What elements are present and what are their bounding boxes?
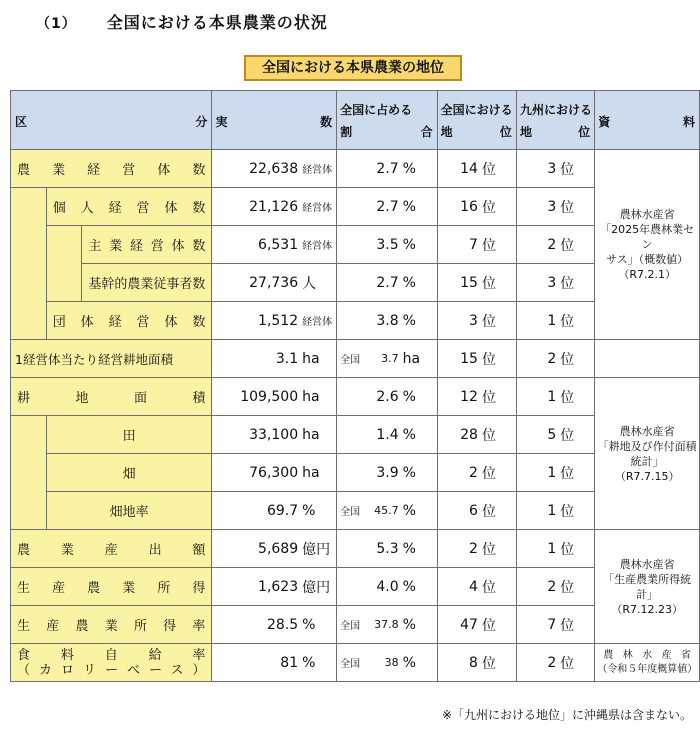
national-rank-value: 15 <box>460 274 478 291</box>
share-unit: % <box>402 236 416 253</box>
source-land <box>595 378 700 530</box>
actual-value: 3.1 <box>275 350 299 367</box>
actual-value: 1,512 <box>258 312 299 329</box>
row-label: 主業経営体数 <box>82 226 212 264</box>
actual-cell <box>212 530 337 568</box>
source-line: 農林水産省 <box>619 208 675 221</box>
share-cell <box>337 416 438 454</box>
national-rank-cell <box>437 150 516 188</box>
share-value: 2.6 <box>376 388 399 405</box>
kyushu-rank-value: 1 <box>547 502 557 519</box>
rank-unit: 位 <box>560 427 575 444</box>
share-prefix: 全国 <box>340 355 361 366</box>
indent-cell <box>11 188 47 340</box>
actual-value: 33,100 <box>249 426 299 443</box>
share-value: 1.4 <box>376 426 399 443</box>
header-source-left: 資 <box>598 115 611 129</box>
kyushu-rank-cell <box>516 416 594 454</box>
actual-unit: ha <box>302 350 320 367</box>
footnote: ※「九州における地位」に沖縄県は含まない。 <box>441 708 692 722</box>
row-label: 耕地面積 <box>11 378 212 416</box>
share-cell <box>337 188 438 226</box>
table-row <box>11 644 700 682</box>
national-rank-cell <box>437 492 516 530</box>
rank-unit: 位 <box>560 579 575 596</box>
share-value: 45.7 <box>374 504 399 517</box>
kyushu-rank-cell <box>516 492 594 530</box>
source-line: （R7.7.15） <box>614 469 680 483</box>
table-title: 全国における本県農業の地位 <box>244 55 462 81</box>
kyushu-rank-value: 1 <box>547 388 557 405</box>
national-rank-value: 3 <box>469 312 478 329</box>
kyushu-rank-value: 2 <box>547 350 557 367</box>
kyushu-rank-value: 2 <box>547 654 557 671</box>
share-value: 4.0 <box>376 578 399 595</box>
national-rank-value: 14 <box>460 160 478 177</box>
kyushu-rank-cell <box>516 340 594 378</box>
row-label: 農業産出額 <box>11 530 212 568</box>
actual-cell <box>212 340 337 378</box>
rank-unit: 位 <box>481 503 496 520</box>
header-actual-right: 数 <box>320 115 333 129</box>
source-line: （R7.2.1） <box>618 268 676 281</box>
actual-value: 81 <box>280 654 299 671</box>
share-unit: % <box>402 388 416 405</box>
actual-cell <box>212 264 337 302</box>
kyushu-rank-cell <box>516 454 594 492</box>
header-kyushu-line1: 九州における <box>519 103 592 117</box>
row-label: 畑地率 <box>46 492 212 530</box>
source-line: 農林水産省 <box>619 424 675 438</box>
national-rank-value: 2 <box>469 540 478 557</box>
source-line: （R7.12.23） <box>611 602 683 616</box>
national-rank-cell <box>437 606 516 644</box>
rank-unit: 位 <box>560 503 575 520</box>
share-cell <box>337 264 438 302</box>
header-actual-left: 実 <box>215 115 228 129</box>
header-category <box>11 91 212 150</box>
share-prefix: 全国 <box>340 507 361 518</box>
table-row <box>11 378 700 416</box>
actual-value: 1,623 <box>258 578 299 595</box>
kyushu-rank-cell <box>516 150 594 188</box>
share-unit: % <box>402 198 416 215</box>
rank-unit: 位 <box>481 427 496 444</box>
actual-value: 21,126 <box>249 198 299 215</box>
national-rank-cell <box>437 530 516 568</box>
table-row <box>11 530 700 568</box>
source-line: 統計」 <box>630 454 664 468</box>
header-kyushu-left: 地 <box>519 125 532 139</box>
kyushu-rank-cell <box>516 226 594 264</box>
share-cell <box>337 568 438 606</box>
row-label: 田 <box>46 416 212 454</box>
share-cell <box>337 492 438 530</box>
national-rank-value: 12 <box>460 388 478 405</box>
header-kyushu-rank <box>516 91 594 150</box>
actual-value: 6,531 <box>258 236 299 253</box>
share-unit: % <box>402 464 416 481</box>
share-prefix: 全国 <box>340 621 361 632</box>
national-rank-cell <box>437 644 516 682</box>
share-value: 3.9 <box>376 464 399 481</box>
page-heading <box>36 10 328 33</box>
rank-unit: 位 <box>481 541 496 558</box>
share-value: 2.7 <box>376 160 399 177</box>
rank-unit: 位 <box>560 465 575 482</box>
share-value: 3.8 <box>376 312 399 329</box>
share-cell <box>337 454 438 492</box>
national-rank-cell <box>437 378 516 416</box>
national-rank-value: 47 <box>460 616 478 633</box>
share-cell <box>337 378 438 416</box>
actual-unit: ha <box>302 388 320 405</box>
kyushu-rank-value: 2 <box>547 236 557 253</box>
share-unit: % <box>402 578 416 595</box>
agriculture-status-table <box>10 90 700 682</box>
national-rank-cell <box>437 264 516 302</box>
share-value: 37.8 <box>374 618 399 631</box>
actual-value: 27,736 <box>249 274 299 291</box>
kyushu-rank-cell <box>516 606 594 644</box>
kyushu-rank-value: 2 <box>547 578 557 595</box>
source-empty <box>595 340 700 378</box>
share-unit: ha <box>402 350 421 367</box>
actual-unit: % <box>302 616 316 633</box>
actual-unit: 億円 <box>302 541 331 558</box>
kyushu-rank-cell <box>516 378 594 416</box>
national-rank-value: 4 <box>469 578 478 595</box>
source-line: 「耕地及び作付面積 <box>597 439 697 453</box>
actual-cell <box>212 302 337 340</box>
share-cell <box>337 150 438 188</box>
kyushu-rank-value: 1 <box>547 464 557 481</box>
rank-unit: 位 <box>560 389 575 406</box>
share-value: 3.5 <box>376 236 399 253</box>
heading-text: 全国における本県農業の状況 <box>106 13 328 32</box>
actual-unit: 人 <box>302 275 317 292</box>
actual-cell <box>212 188 337 226</box>
national-rank-value: 2 <box>469 464 478 481</box>
rank-unit: 位 <box>560 199 575 216</box>
header-category-left: 区 <box>15 115 28 129</box>
share-value: 5.3 <box>376 540 399 557</box>
rank-unit: 位 <box>481 199 496 216</box>
header-national-right: 位 <box>499 125 512 139</box>
share-unit: % <box>402 654 416 671</box>
share-prefix: 全国 <box>340 659 361 670</box>
rank-unit: 位 <box>481 161 496 178</box>
kyushu-rank-value: 7 <box>547 616 557 633</box>
header-share-right: 合 <box>420 125 433 139</box>
share-cell <box>337 226 438 264</box>
share-value: 38 <box>384 656 399 669</box>
share-cell <box>337 644 438 682</box>
national-rank-cell <box>437 416 516 454</box>
rank-unit: 位 <box>560 237 575 254</box>
actual-unit: 経営体 <box>302 165 333 176</box>
kyushu-rank-cell <box>516 568 594 606</box>
actual-cell <box>212 378 337 416</box>
rank-unit: 位 <box>481 275 496 292</box>
share-value: 2.7 <box>376 274 399 291</box>
rank-unit: 位 <box>481 237 496 254</box>
share-value: 2.7 <box>376 198 399 215</box>
kyushu-rank-cell <box>516 188 594 226</box>
share-cell <box>337 340 438 378</box>
national-rank-value: 6 <box>469 502 478 519</box>
source-line: （令和５年度概算値） <box>597 663 698 675</box>
row-label-food <box>11 644 212 682</box>
rank-unit: 位 <box>560 541 575 558</box>
actual-cell <box>212 454 337 492</box>
source-line: 計」 <box>636 587 659 601</box>
row-label: 畑 <box>46 454 212 492</box>
kyushu-rank-value: 3 <box>547 198 557 215</box>
header-national-rank <box>437 91 516 150</box>
row-label: 1経営体当たり経営耕地面積 <box>11 340 212 378</box>
actual-unit: ha <box>302 464 320 481</box>
source-line: サス」（概数値） <box>606 253 689 266</box>
actual-unit: % <box>302 654 316 671</box>
row-label-sub: （カロリーベース） <box>17 662 206 678</box>
header-kyushu-right: 位 <box>578 125 591 139</box>
rank-unit: 位 <box>560 655 575 672</box>
source-line: 農林水産省 <box>619 557 675 571</box>
header-source <box>595 91 700 150</box>
share-cell <box>337 530 438 568</box>
kyushu-rank-cell <box>516 644 594 682</box>
actual-unit: 億円 <box>302 579 331 596</box>
rank-unit: 位 <box>481 655 496 672</box>
indent-cell <box>46 226 82 302</box>
table-row <box>11 340 700 378</box>
rank-unit: 位 <box>560 617 575 634</box>
national-rank-cell <box>437 340 516 378</box>
source-food <box>595 644 700 682</box>
header-share <box>337 91 438 150</box>
header-share-left: 割 <box>340 125 353 139</box>
share-unit: % <box>402 616 416 633</box>
actual-value: 22,638 <box>249 160 299 177</box>
header-national-line1: 全国における <box>440 103 513 117</box>
national-rank-cell <box>437 226 516 264</box>
header-national-left: 地 <box>440 125 453 139</box>
national-rank-cell <box>437 302 516 340</box>
row-label: 食料自給率 <box>17 647 206 663</box>
actual-unit: 経営体 <box>302 241 333 252</box>
actual-unit: 経営体 <box>302 317 333 328</box>
source-income <box>595 530 700 644</box>
kyushu-rank-value: 1 <box>547 312 557 329</box>
source-line: 農林水産省 <box>603 649 691 661</box>
actual-value: 69.7 <box>266 502 299 519</box>
header-row <box>11 91 700 150</box>
share-unit: % <box>402 502 416 519</box>
share-cell <box>337 606 438 644</box>
indent-cell <box>11 416 47 530</box>
actual-cell <box>212 492 337 530</box>
national-rank-value: 8 <box>469 654 478 671</box>
header-category-right: 分 <box>195 115 208 129</box>
actual-value: 5,689 <box>258 540 299 557</box>
rank-unit: 位 <box>560 351 575 368</box>
header-source-right: 料 <box>682 115 695 129</box>
table-row <box>11 150 700 188</box>
actual-cell <box>212 644 337 682</box>
heading-number: （1） <box>36 16 77 32</box>
actual-cell <box>212 416 337 454</box>
actual-unit: % <box>302 502 316 519</box>
actual-value: 109,500 <box>240 388 299 405</box>
rank-unit: 位 <box>560 275 575 292</box>
national-rank-value: 15 <box>460 350 478 367</box>
kyushu-rank-cell <box>516 530 594 568</box>
share-value: 3.7 <box>381 352 399 365</box>
rank-unit: 位 <box>560 161 575 178</box>
rank-unit: 位 <box>560 313 575 330</box>
row-label: 生産農業所得率 <box>11 606 212 644</box>
rank-unit: 位 <box>481 617 496 634</box>
kyushu-rank-value: 3 <box>547 160 557 177</box>
kyushu-rank-value: 1 <box>547 540 557 557</box>
actual-cell <box>212 606 337 644</box>
kyushu-rank-value: 3 <box>547 274 557 291</box>
header-share-line1: 全国に占める <box>340 103 413 117</box>
actual-cell <box>212 568 337 606</box>
kyushu-rank-cell <box>516 264 594 302</box>
source-line: 「2025年農林業セン <box>600 223 695 251</box>
share-unit: % <box>402 426 416 443</box>
row-label: 団体経営体数 <box>46 302 212 340</box>
share-unit: % <box>402 312 416 329</box>
share-cell <box>337 302 438 340</box>
actual-value: 76,300 <box>249 464 299 481</box>
actual-unit: 経営体 <box>302 203 333 214</box>
national-rank-cell <box>437 568 516 606</box>
row-label: 生産農業所得 <box>11 568 212 606</box>
share-unit: % <box>402 160 416 177</box>
national-rank-value: 28 <box>460 426 478 443</box>
rank-unit: 位 <box>481 579 496 596</box>
kyushu-rank-value: 5 <box>547 426 557 443</box>
header-actual <box>212 91 337 150</box>
actual-cell <box>212 150 337 188</box>
actual-unit: ha <box>302 426 320 443</box>
row-label: 個人経営体数 <box>46 188 212 226</box>
actual-value: 28.5 <box>266 616 299 633</box>
rank-unit: 位 <box>481 351 496 368</box>
national-rank-value: 16 <box>460 198 478 215</box>
share-unit: % <box>402 274 416 291</box>
national-rank-value: 7 <box>469 236 478 253</box>
rank-unit: 位 <box>481 465 496 482</box>
rank-unit: 位 <box>481 313 496 330</box>
rank-unit: 位 <box>481 389 496 406</box>
kyushu-rank-cell <box>516 302 594 340</box>
source-census <box>595 150 700 340</box>
actual-cell <box>212 226 337 264</box>
row-label: 基幹的農業従事者数 <box>82 264 212 302</box>
source-line: 「生産農業所得統 <box>603 572 692 586</box>
national-rank-cell <box>437 188 516 226</box>
national-rank-cell <box>437 454 516 492</box>
share-unit: % <box>402 540 416 557</box>
row-label: 農業経営体数 <box>11 150 212 188</box>
